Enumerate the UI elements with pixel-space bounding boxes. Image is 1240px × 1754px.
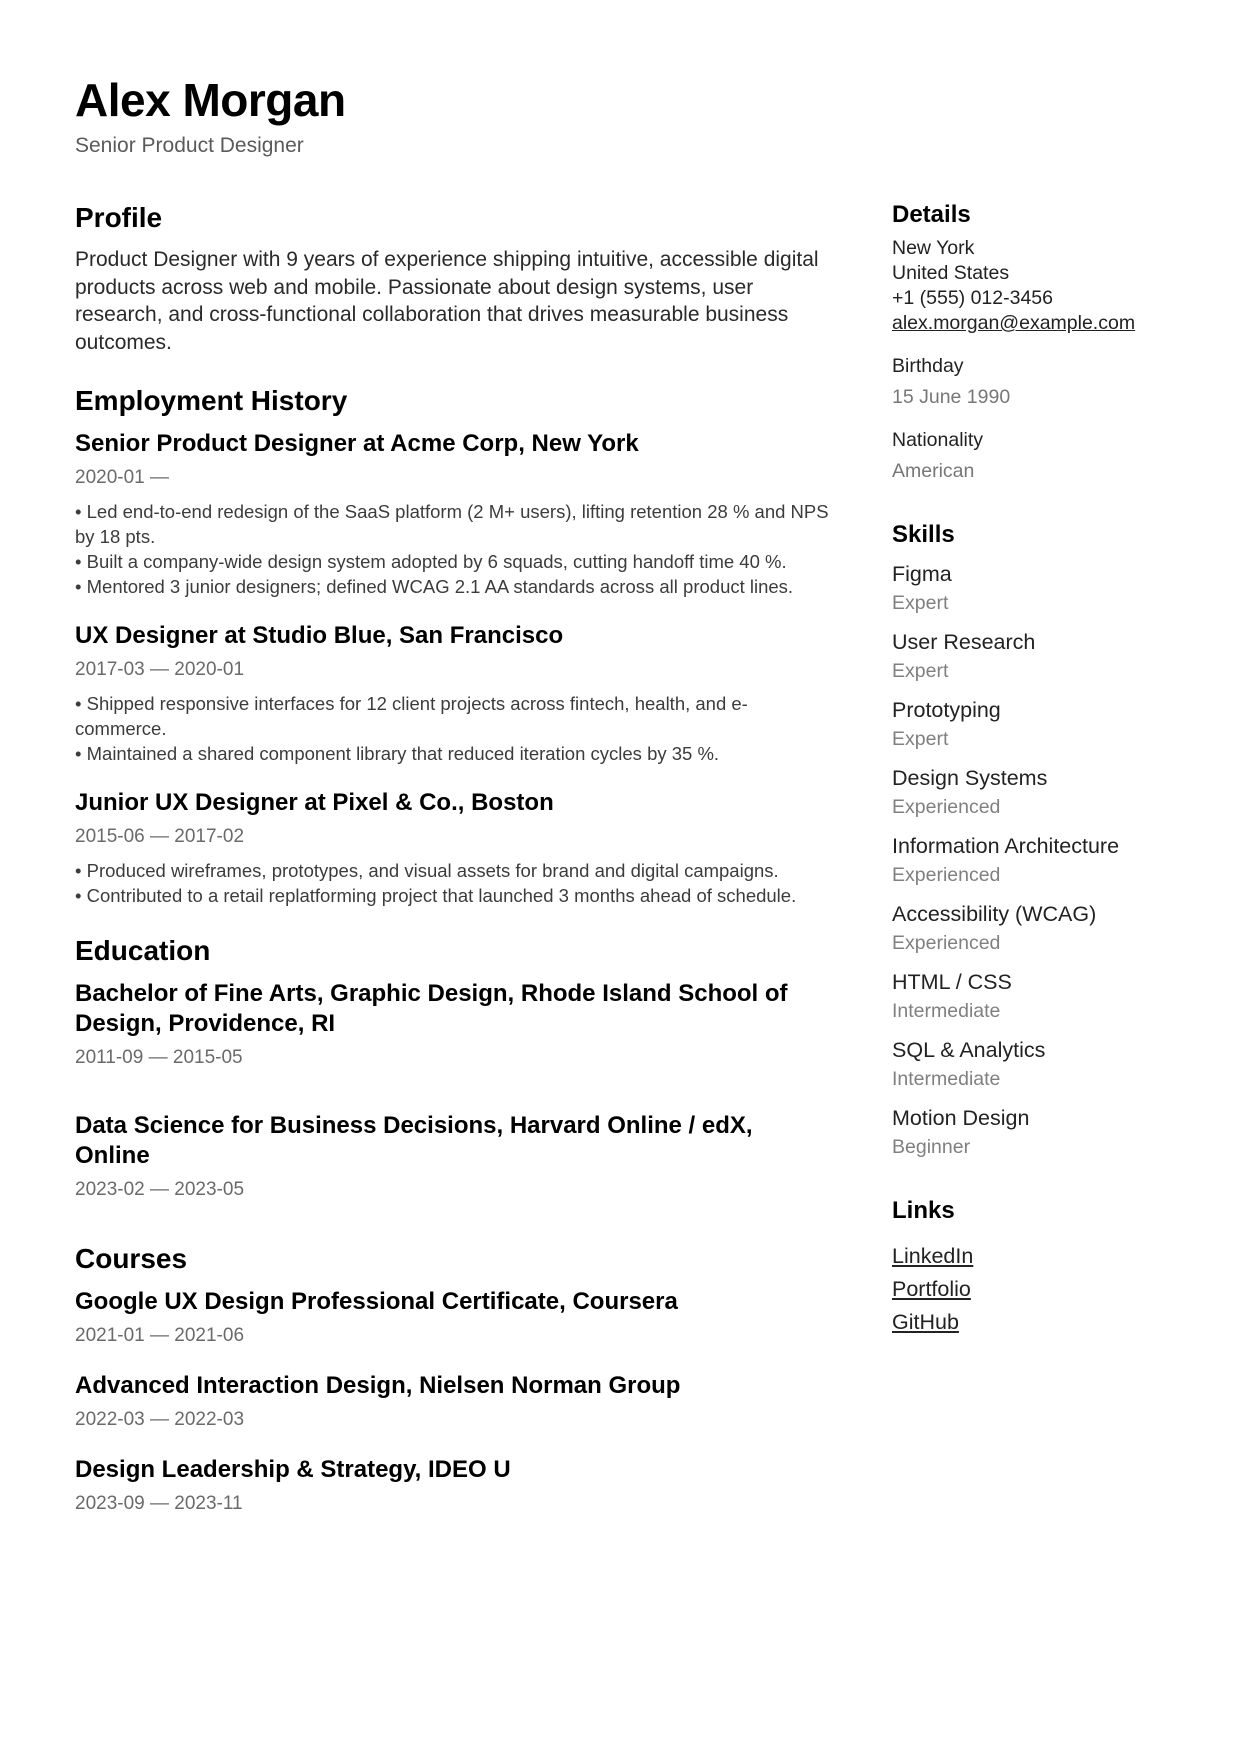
side-column [892,200,1192,1339]
job-bullet: • Built a company-wide design system adopted by 6 squads, cutting handoff time 40 %. [75,551,787,572]
skill-item [892,1036,1192,1092]
skill-item [892,628,1192,684]
job-dates: 2015-06 — 2017-02 [75,826,245,847]
birthday-value: 15 June 1990 [892,386,1011,408]
job-bullets [75,691,830,766]
details-heading: Details [892,201,971,228]
job-title: Senior Product Designer at Acme Corp, New York [75,430,639,457]
education-dates: 2023-02 — 2023-05 [75,1179,245,1200]
skill-item [892,764,1192,820]
profile-heading: Profile [75,202,163,233]
profile-text: Product Designer with 9 years of experience shipping intuitive, accessible digital products across web and mobile. Passionate about design systems, user research, and cross-functional collaboration that drives measurable business outcomes. [75,248,819,354]
skill-name: Motion Design [892,1106,1030,1130]
candidate-title: Senior Product Designer [75,134,304,157]
portfolio-link[interactable]: Portfolio [892,1277,971,1301]
skill-name: Accessibility (WCAG) [892,902,1097,926]
education-section [75,933,830,1203]
details-section [892,200,1192,484]
course-title: Design Leadership & Strategy, IDEO U [75,1456,511,1483]
job-bullets [75,858,830,908]
job-entry [75,429,830,599]
links-heading: Links [892,1197,955,1224]
skill-item [892,696,1192,752]
skill-item [892,560,1192,616]
course-title: Advanced Interaction Design, Nielsen Norman Group [75,1372,681,1399]
education-title: Bachelor of Fine Arts, Graphic Design, Rhode Island School of Design, Providence, RI [75,980,788,1037]
course-entry [75,1371,830,1433]
education-entry [75,979,830,1071]
job-title: Junior UX Designer at Pixel & Co., Boston [75,789,554,816]
links-section [892,1196,1192,1339]
skill-name: Figma [892,562,952,586]
job-bullets [75,499,830,599]
job-dates: 2020-01 — [75,467,170,488]
candidate-name: Alex Morgan [75,74,346,126]
education-heading: Education [75,935,211,966]
job-entry [75,621,830,766]
employment-section [75,383,830,908]
education-title: Data Science for Business Decisions, Harvard Online / edX, Online [75,1112,753,1169]
skill-name: SQL & Analytics [892,1038,1046,1062]
detail-city: New York [892,237,975,259]
skill-name: HTML / CSS [892,970,1012,994]
job-bullet: • Shipped responsive interfaces for 12 client projects across fintech, health, and e-commerce. [75,693,748,739]
courses-heading: Courses [75,1243,188,1274]
skill-level: Beginner [892,1136,971,1158]
main-column [75,200,830,1517]
courses-section [75,1241,830,1517]
course-dates: 2023-09 — 2023-11 [75,1493,243,1514]
skill-level: Expert [892,592,949,614]
github-link[interactable]: GitHub [892,1310,959,1334]
job-entry [75,788,830,908]
job-bullet: • Mentored 3 junior designers; defined WCAG 2.1 AA standards across all product lines. [75,576,794,597]
detail-country: United States [892,262,1010,284]
email-link[interactable]: alex.morgan@example.com [892,312,1136,334]
skill-level: Experienced [892,932,1001,954]
skill-level: Expert [892,728,949,750]
skill-item [892,1104,1192,1160]
education-dates: 2011-09 — 2015-05 [75,1047,243,1068]
detail-phone: +1 (555) 012-3456 [892,287,1053,309]
course-dates: 2021-01 — 2021-06 [75,1325,245,1346]
course-dates: 2022-03 — 2022-03 [75,1409,245,1430]
job-bullet: • Contributed to a retail replatforming project that launched 3 months ahead of schedule. [75,885,797,906]
skill-name: Prototyping [892,698,1001,722]
job-title: UX Designer at Studio Blue, San Francisco [75,622,564,649]
education-entry [75,1111,830,1203]
job-dates: 2017-03 — 2020-01 [75,659,245,680]
skills-list [892,560,1192,1160]
job-bullet: • Produced wireframes, prototypes, and visual assets for brand and digital campaigns. [75,860,779,881]
skill-name: Information Architecture [892,834,1120,858]
course-title: Google UX Design Professional Certificate, Coursera [75,1288,678,1315]
birthday-label: Birthday [892,355,964,377]
job-bullet: • Led end-to-end redesign of the SaaS platform (2 M+ users), lifting retention 28 % and NPS by 18 pts. [75,501,829,547]
skill-level: Experienced [892,796,1001,818]
employment-heading: Employment History [75,385,348,416]
course-entry [75,1287,830,1349]
skill-name: Design Systems [892,766,1048,790]
skill-item [892,832,1192,888]
skill-name: User Research [892,630,1036,654]
job-bullet: • Maintained a shared component library that reduced iteration cycles by 35 %. [75,743,720,764]
skill-item [892,968,1192,1024]
nationality-label: Nationality [892,429,984,451]
profile-section [75,200,830,356]
skills-section [892,520,1192,1160]
skill-level: Intermediate [892,1000,1001,1022]
skill-item [892,900,1192,956]
skill-level: Expert [892,660,949,682]
nationality-value: American [892,460,975,482]
skill-level: Experienced [892,864,1001,886]
skills-heading: Skills [892,521,955,548]
course-entry [75,1455,830,1517]
linkedin-link[interactable]: LinkedIn [892,1244,974,1268]
skill-level: Intermediate [892,1068,1001,1090]
links-list [892,1240,1192,1339]
detail-email-row [892,311,1192,336]
